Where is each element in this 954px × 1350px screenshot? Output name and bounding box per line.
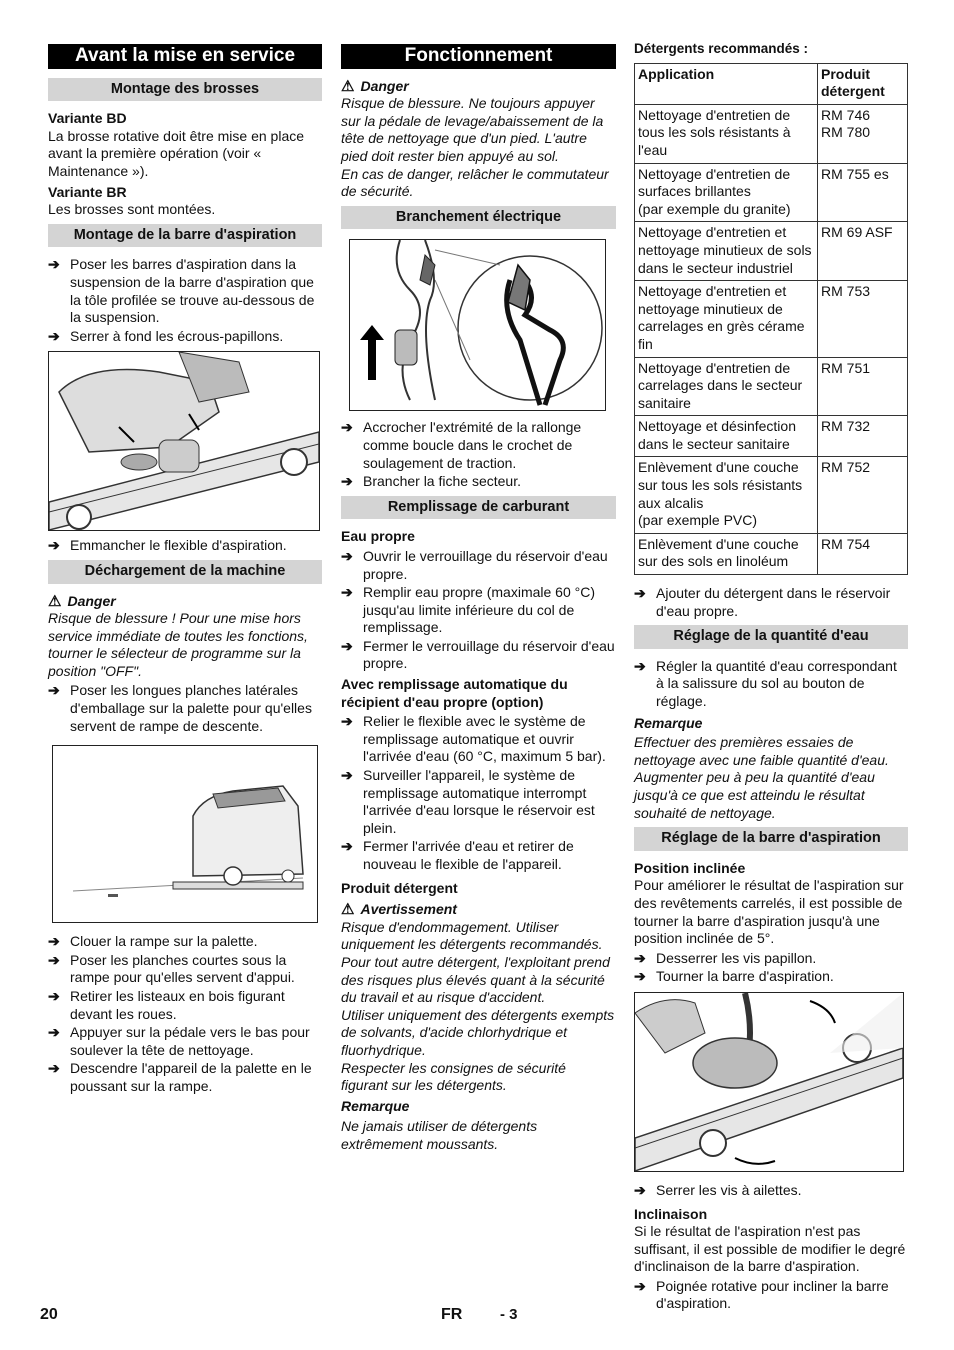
subheading: Variante BR (48, 183, 127, 200)
note-text: Ne jamais utiliser de détergents extrêmement moussants. (341, 1118, 538, 1152)
subsection-heading: Montage de la barre d'aspiration (48, 224, 322, 248)
subheading: Produit détergent (341, 879, 458, 896)
list-item: ➔ Brancher la fiche secteur. (341, 473, 521, 490)
list-item: ➔ Ajouter du détergent dans le réservoir d'eau propre. (634, 585, 891, 619)
list-item: ➔ Fermer l'arrivée d'eau et retirer de nouveau le flexible de l'appareil. (341, 838, 574, 872)
cell-application: Nettoyage d'entretien de tous les sols résistants à l'eau (635, 104, 818, 163)
cell-application: Nettoyage d'entretien de surfaces brillantes (par exemple du granite) (635, 163, 818, 222)
step-list (634, 1278, 908, 1313)
cell-application: Enlèvement d'une couche sur des sols en linoléum (635, 533, 818, 574)
list-item: ➔ Tourner la barre d'aspiration. (634, 968, 834, 985)
note-label: Remarque (341, 1097, 410, 1114)
list-item: ➔ Accrocher l'extrémité de la rallonge comme boucle dans le crochet de soulagement de traction. (341, 419, 582, 471)
list-item: ➔ Serrer à fond les écrous-papillons. (48, 327, 284, 344)
step-list (634, 585, 908, 620)
table-row (635, 457, 908, 533)
danger-label: ⚠ Danger (341, 77, 409, 95)
table-title: Détergents recommandés : (634, 41, 809, 56)
list-item: ➔ Poignée rotative pour incliner la barre d'aspiration. (634, 1277, 889, 1312)
figure-power-cable (349, 239, 606, 411)
arrow-icon: ➔ (341, 838, 353, 855)
cell-application: Enlèvement d'une couche sur tous les sols résistants aux alcalis (par exemple PVC) (635, 457, 818, 533)
table-header-row (635, 63, 908, 104)
list-item: ➔ Poser les barres d'aspiration dans la suspension de la barre d'aspiration que la tôle profilée se trouve au-dessous de la suspension. (48, 256, 315, 326)
arrow-icon: ➔ (48, 988, 60, 1005)
subsection-heading: Déchargement de la machine (48, 560, 322, 584)
arrow-icon: ➔ (341, 419, 353, 436)
danger-text: En cas de danger, relâcher le commutateur de sécurité. (341, 165, 609, 200)
list-item: ➔ Desserrer les vis papillon. (634, 949, 817, 966)
note-text: Effectuer des premières essaies de nettoyage avec une faible quantité d'eau. Augmenter peu à peu la quantité d'eau jusqu'à ce que est atteindu le résultat souhaité de nettoyage. (634, 734, 889, 821)
danger-text: Risque de blessure. Ne toujours appuyer sur la pédale de levage/abaissement de la tête de nettoyage que d'un pied. L'autre pied doit rester bien appuyé au sol. (341, 95, 604, 164)
arrow-icon: ➔ (634, 968, 646, 985)
table-row (635, 533, 908, 574)
section-heading: Avant la mise en service (48, 44, 322, 69)
arrow-icon: ➔ (341, 637, 353, 654)
cell-product: RM 753 (818, 281, 908, 357)
list-item: ➔ Appuyer sur la pédale vers le bas pour soulever la tête de nettoyage. (48, 1024, 310, 1058)
step-list (48, 933, 322, 1095)
warning-icon: ⚠ (48, 592, 62, 610)
list-item: ➔ Clouer la rampe sur la palette. (48, 933, 258, 950)
cell-application: Nettoyage et désinfection dans le secteur sanitaire (635, 416, 818, 457)
table-row (635, 222, 908, 281)
arrow-icon: ➔ (48, 682, 60, 699)
subheading: Variante BD (48, 110, 127, 127)
subsection-heading: Branchement électrique (341, 206, 616, 230)
subsection-heading: Remplissage de carburant (341, 496, 616, 520)
note-label: Remarque (634, 714, 703, 731)
section-heading: Fonctionnement (341, 44, 616, 69)
paragraph: Les brosses sont montées. (48, 201, 216, 218)
list-item: ➔ Remplir eau propre (maximale 60 °C) jusqu'au limite inférieure du col de remplissage. (341, 584, 596, 636)
arrow-icon: ➔ (341, 547, 353, 564)
paragraph: Si le résultat de l'aspiration n'est pas suffisant, il est possible de modifier le degré d'inclinaison de la barre d'aspiration. (634, 1223, 906, 1275)
step-list (341, 548, 616, 673)
arrow-icon: ➔ (48, 933, 60, 950)
cell-product: RM 754 (818, 533, 908, 574)
figure-squeegee-tilt (634, 992, 904, 1172)
arrow-icon: ➔ (48, 256, 60, 273)
warning-label: ⚠ Avertissement (341, 901, 457, 919)
list-item: ➔ Surveiller l'appareil, le système de remplissage automatique interrompt l'arrivée d'eau lorsque le réservoir est plein. (341, 767, 595, 836)
warning-text: Risque d'endommagement. Utiliser uniquement les détergents recommandés. Pour tout autre détergent, l'exploitant prend des risques plus élevés quant à la sécurité du travail et au risque d'accident. (341, 918, 610, 1006)
step-list (634, 658, 908, 711)
arrow-icon: ➔ (634, 949, 646, 966)
list-item: ➔ Retirer les listeaux en bois figurant devant les roues. (48, 988, 285, 1022)
arrow-icon: ➔ (48, 1024, 60, 1041)
list-item: ➔ Fermer le verrouillage du réservoir d'eau propre. (341, 637, 615, 672)
list-item: ➔ Poser les planches courtes sous la rampe pour qu'elles servent d'appui. (48, 951, 295, 986)
paragraph: La brosse rotative doit être mise en place avant la première opération (voir « Maintenance »). (48, 127, 305, 179)
figure-squeegee-mount (48, 351, 320, 531)
subheading: Avec remplissage automatique du récipient d'eau propre (option) (341, 676, 568, 710)
arrow-icon: ➔ (634, 1277, 646, 1294)
table-row (635, 416, 908, 457)
subheading: Eau propre (341, 528, 415, 545)
list-item: ➔ Relier le flexible avec le système de remplissage automatique et ouvrir l'arrivée d'eau (60 °C, maximum 5 bar). (341, 713, 606, 765)
subheading: Inclinaison (634, 1205, 708, 1222)
cell-product: RM 746 RM 780 (818, 104, 908, 163)
column-header: Application (635, 63, 818, 104)
cell-product: RM 751 (818, 357, 908, 416)
danger-label: ⚠ Danger (48, 592, 116, 610)
cell-application: Nettoyage d'entretien de carrelages dans le secteur sanitaire (635, 357, 818, 416)
table-row (635, 163, 908, 222)
list-item: ➔ Ouvrir le verrouillage du réservoir d'eau propre. (341, 547, 608, 582)
cell-product: RM 69 ASF (818, 222, 908, 281)
sub-page-number: - 3 (500, 1306, 518, 1323)
step-list (341, 419, 616, 490)
step-list (341, 713, 616, 873)
step-list (48, 537, 322, 555)
language-code: FR (441, 1306, 463, 1323)
column-header: Produit détergent (818, 63, 908, 104)
cell-product: RM 755 es (818, 163, 908, 222)
arrow-icon: ➔ (634, 585, 646, 602)
figure-unloading (52, 745, 318, 923)
list-item: ➔ Poser les longues planches latérales d'emballage sur la palette pour qu'elles servent de rampe de descente. (48, 682, 312, 734)
subsection-heading: Montage des brosses (48, 78, 322, 102)
column-left (48, 44, 322, 1098)
cell-application: Nettoyage d'entretien et nettoyage minutieux de sols dans le secteur industriel (635, 222, 818, 281)
cell-application: Nettoyage d'entretien et nettoyage minutieux de carrelages en grès cérame fin (635, 281, 818, 357)
step-list (634, 1182, 908, 1200)
arrow-icon: ➔ (48, 537, 60, 554)
arrow-icon: ➔ (48, 327, 60, 344)
danger-text: Risque de blessure ! Pour une mise hors service immédiate de toutes les fonctions, tourner le sélecteur de programme sur la position "OFF". (48, 610, 308, 679)
page-number: 20 (40, 1306, 58, 1323)
arrow-icon: ➔ (634, 657, 646, 674)
warning-text: Utiliser uniquement des détergents exempts de solvants, d'acide chlorhydrique et fluorhydrique. (341, 1006, 615, 1058)
list-item: ➔ Emmancher le flexible d'aspiration. (48, 537, 287, 554)
warning-text: Respecter les consignes de sécurité figurant sur les détergents. (341, 1059, 566, 1094)
step-list (634, 950, 908, 986)
cell-product: RM 732 (818, 416, 908, 457)
column-right (634, 41, 908, 1315)
arrow-icon: ➔ (341, 584, 353, 601)
subheading: Position inclinée (634, 859, 746, 876)
column-middle (341, 44, 616, 1154)
list-item: ➔ Régler la quantité d'eau correspondant à la salissure du sol au bouton de réglage. (634, 657, 897, 709)
step-list (48, 682, 322, 735)
arrow-icon: ➔ (341, 767, 353, 784)
arrow-icon: ➔ (48, 951, 60, 968)
table-row (635, 357, 908, 416)
warning-icon: ⚠ (341, 77, 355, 95)
arrow-icon: ➔ (341, 473, 353, 490)
arrow-icon: ➔ (634, 1181, 646, 1198)
detergent-table (634, 63, 908, 575)
list-item: ➔ Serrer les vis à ailettes. (634, 1181, 802, 1198)
table-row (635, 104, 908, 163)
step-list (48, 256, 322, 345)
cell-product: RM 752 (818, 457, 908, 533)
arrow-icon: ➔ (48, 1060, 60, 1077)
arrow-icon: ➔ (341, 713, 353, 730)
paragraph: Pour améliorer le résultat de l'aspiration sur des revêtements carrelés, il est possible de tourner la barre d'aspiration jusqu'à une position inclinée de 5°. (634, 877, 904, 947)
table-row (635, 281, 908, 357)
subsection-heading: Réglage de la quantité d'eau (634, 625, 908, 649)
subsection-heading: Réglage de la barre d'aspiration (634, 827, 908, 851)
warning-icon: ⚠ (341, 901, 355, 919)
list-item: ➔ Descendre l'appareil de la palette en le poussant sur la rampe. (48, 1060, 312, 1094)
